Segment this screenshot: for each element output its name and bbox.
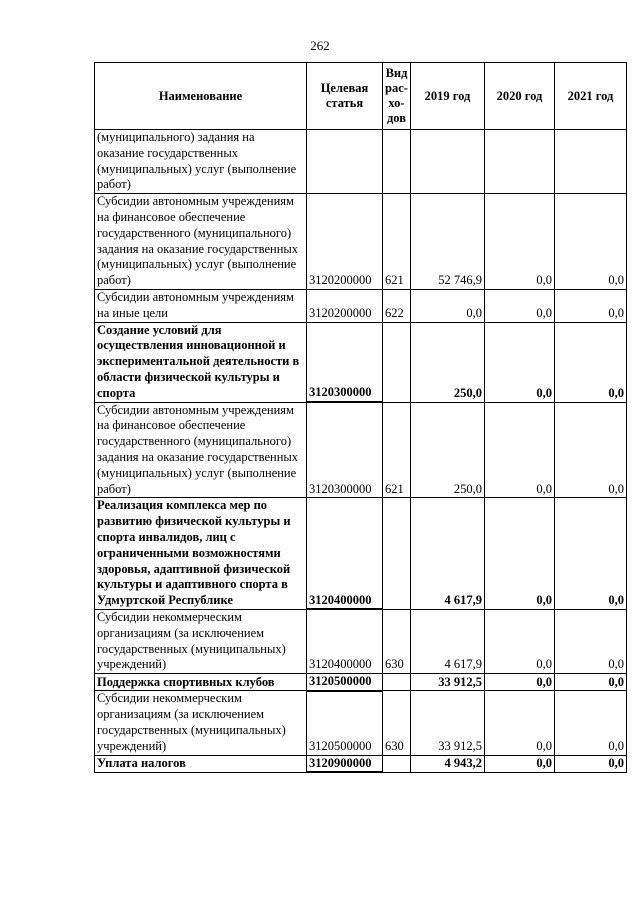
row-value-2021: 0,0: [555, 609, 627, 673]
row-name: Создание условий для осуществления инновационной и экспериментальной деятельности в области физической культуры и спорта: [95, 322, 307, 402]
row-expense-type: [383, 322, 411, 402]
row-value-2020: 0,0: [485, 691, 555, 755]
row-value-2019: 250,0: [411, 402, 485, 498]
row-expense-type: [383, 130, 411, 194]
row-value-2020: 0,0: [485, 194, 555, 290]
header-row: [95, 63, 627, 130]
row-target-article: [307, 130, 383, 194]
table-row: [95, 322, 627, 402]
table-row: [95, 194, 627, 290]
row-expense-type: [383, 755, 411, 772]
row-value-2020: 0,0: [485, 498, 555, 610]
row-target-article: 3120500000: [307, 691, 383, 755]
table-row: [95, 402, 627, 498]
row-value-2021: [555, 130, 627, 194]
row-value-2019: 4 943,2: [411, 755, 485, 772]
row-name: Поддержка спортивных клубов: [95, 674, 307, 691]
row-value-2021: 0,0: [555, 402, 627, 498]
row-name: Субсидии некоммерческим организациям (за исключением государственных (муниципальных) учреждений): [95, 609, 307, 673]
row-name: (муниципального) задания на оказание государственных (муниципальных) услуг (выполнение работ): [95, 130, 307, 194]
table-row: [95, 691, 627, 755]
row-name: Субсидии автономным учреждениям на финансовое обеспечение государственного (муниципального) задания на оказание государственных (муниципальных) услуг (выполнение работ): [95, 402, 307, 498]
budget-table: [94, 62, 627, 773]
row-value-2020: 0,0: [485, 755, 555, 772]
row-target-article: 3120400000: [307, 609, 383, 673]
header-2019: 2019 год: [411, 63, 485, 130]
row-name: Реализация комплекса мер по развитию физической культуры и спорта инвалидов, лиц с ограниченными возможностями здоровья, адаптивной физической культуры и адаптивного спорта в Удмуртской Республике: [95, 498, 307, 610]
row-target-article: 3120300000: [307, 402, 383, 498]
row-value-2021: 0,0: [555, 674, 627, 691]
row-value-2021: 0,0: [555, 755, 627, 772]
page-number: 262: [310, 38, 330, 53]
row-value-2021: 0,0: [555, 289, 627, 322]
row-expense-type: 621: [383, 402, 411, 498]
row-value-2020: [485, 130, 555, 194]
row-target-article: 3120200000: [307, 194, 383, 290]
table-row: [95, 609, 627, 673]
row-name: Субсидии автономным учреждениям на финансовое обеспечение государственного (муниципального) задания на оказание государственных (муниципальных) услуг (выполнение работ): [95, 194, 307, 290]
row-target-article: 3120500000: [307, 674, 383, 691]
row-value-2019: 4 617,9: [411, 609, 485, 673]
row-value-2019: 52 746,9: [411, 194, 485, 290]
row-name: Уплата налогов: [95, 755, 307, 772]
row-expense-type: [383, 674, 411, 691]
row-value-2021: 0,0: [555, 194, 627, 290]
row-value-2019: [411, 130, 485, 194]
table-row: [95, 289, 627, 322]
row-expense-type: 622: [383, 289, 411, 322]
table-row: [95, 755, 627, 772]
row-value-2020: 0,0: [485, 609, 555, 673]
row-expense-type: 630: [383, 609, 411, 673]
header-2021: 2021 год: [555, 63, 627, 130]
row-target-article: 3120200000: [307, 289, 383, 322]
table-row: [95, 674, 627, 691]
row-target-article: 3120400000: [307, 498, 383, 610]
row-value-2021: 0,0: [555, 498, 627, 610]
row-value-2019: 0,0: [411, 289, 485, 322]
row-value-2020: 0,0: [485, 402, 555, 498]
header-name: Наименование: [95, 63, 307, 130]
header-article: Целевая статья: [307, 63, 383, 130]
row-value-2019: 250,0: [411, 322, 485, 402]
row-target-article: 3120900000: [307, 755, 383, 772]
row-expense-type: 621: [383, 194, 411, 290]
row-value-2019: 4 617,9: [411, 498, 485, 610]
row-expense-type: 630: [383, 691, 411, 755]
row-value-2019: 33 912,5: [411, 674, 485, 691]
row-expense-type: [383, 498, 411, 610]
table-row: [95, 498, 627, 610]
row-value-2020: 0,0: [485, 322, 555, 402]
row-value-2020: 0,0: [485, 674, 555, 691]
table-row: [95, 130, 627, 194]
row-value-2019: 33 912,5: [411, 691, 485, 755]
row-target-article: 3120300000: [307, 322, 383, 402]
row-value-2021: 0,0: [555, 691, 627, 755]
row-value-2021: 0,0: [555, 322, 627, 402]
row-value-2020: 0,0: [485, 289, 555, 322]
header-vid: Вид рас- хо- дов: [383, 63, 411, 130]
row-name: Субсидии некоммерческим организациям (за исключением государственных (муниципальных) учреждений): [95, 691, 307, 755]
header-2020: 2020 год: [485, 63, 555, 130]
row-name: Субсидии автономным учреждениям на иные цели: [95, 289, 307, 322]
